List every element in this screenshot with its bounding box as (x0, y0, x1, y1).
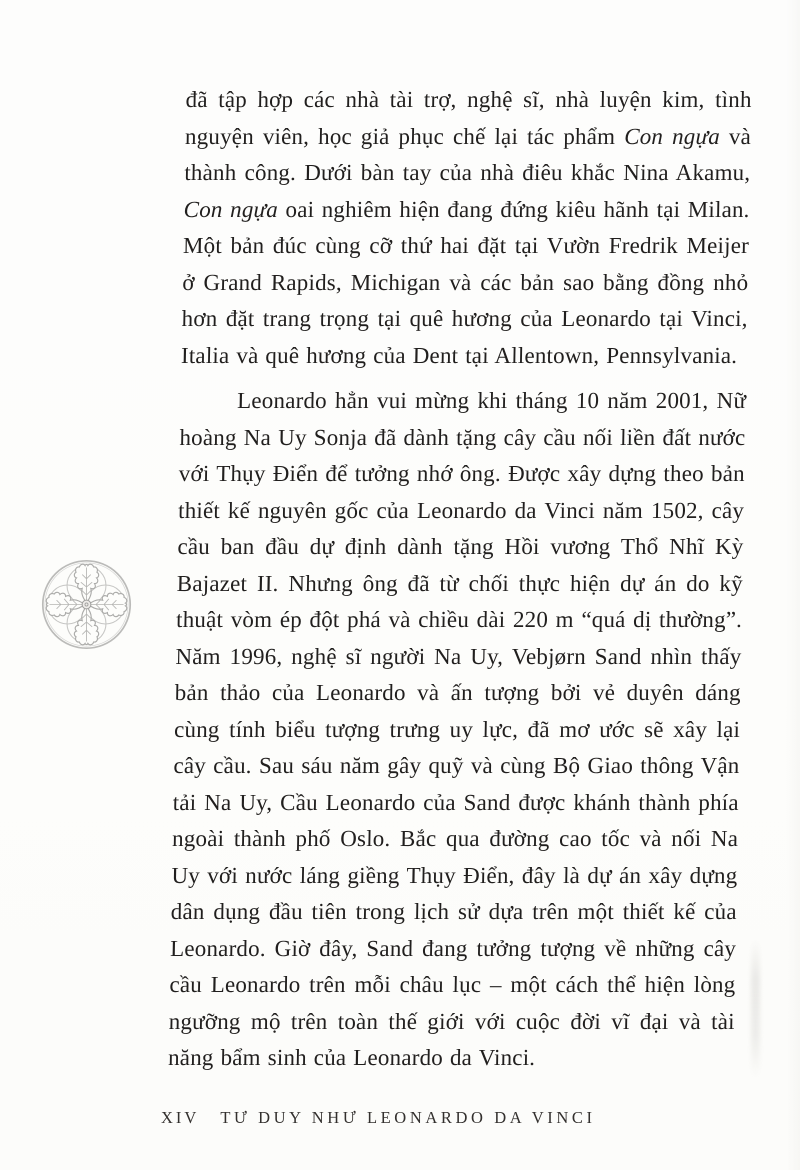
page-number: XIV (161, 1108, 200, 1127)
text-run: Leonardo hẳn vui mừng khi tháng 10 năm 2001, Nữ hoàng Na Uy Sonja đã dành tặng cây cầu nối liền đất nước với Thụy Điển để tưởng nhớ ông. Được xây dựng theo bản thiết kế nguyên gốc của Leonardo da Vinci năm 1502, cây cầu ban đầu dự định dành tặng Hồi vương Thổ Nhĩ Kỳ Bajazet II. Nhưng ông đã từ chối thực hiện dự án do kỹ thuật vòm ép đột phá và chiều dài 220 m “quá dị thường”. Năm 1996, nghệ sĩ người Na Uy, Vebjørn Sand nhìn thấy bản thảo của Leonardo và ấn tượng bởi vẻ duyên dáng cùng tính biểu tượng trưng uy lực, đã mơ ước sẽ xây lại cây cầu. Sau sáu năm gây quỹ và cùng Bộ Giao thông Vận tải Na Uy, Cầu Leonardo của Sand được khánh thành phía ngoài thành phố Oslo. Bắc qua đường cao tốc và nối Na Uy với nước láng giềng Thụy Điển, đây là dự án xây dựng dân dụng đầu tiên trong lịch sử dựa trên một thiết kế của Leonardo. Giờ đây, Sand đang tưởng tượng về những cây cầu Leonardo trên mỗi châu lục – một cách thể hiện lòng ngưỡng mộ trên toàn thế giới với cuộc đời vĩ đại và tài năng bẩm sinh của Leonardo da Vinci. (167, 388, 747, 1070)
text-run: oai nghiêm hiện đang đứng kiêu hãnh tại Milan. Một bản đúc cùng cỡ thứ hai đặt tại Vườn Fredrik Meijer ở Grand Rapids, Michigan và các bản sao bằng đồng nhỏ hơn đặt trang trọng tại quê hương của Leonardo tại Vinci, Italia và quê hương của Dent tại Allentown, Pennsylvania. (180, 196, 750, 368)
page-footer (161, 1108, 596, 1128)
body-text-block (168, 82, 752, 1077)
rosette-leaf-medallion-icon (39, 557, 134, 652)
text-run: đã tập hợp các nhà tài trợ, nghệ sĩ, nhà luyện kim, tình nguyện viên, học giả phục chế lại tác phẩm (184, 87, 752, 149)
paragraph-2 (168, 383, 747, 1077)
paragraph-1 (181, 82, 752, 374)
italic-work-title: Con ngựa (623, 123, 721, 149)
italic-work-title: Con ngựa (183, 196, 279, 222)
scan-smudge (751, 938, 760, 1078)
page-edge-shade (786, 0, 800, 1170)
text-run: và thành công. Dưới bàn tay của nhà điêu khắc Nina Akamu, (184, 123, 752, 185)
running-title: TƯ DUY NHƯ LEONARDO DA VINCI (220, 1108, 596, 1127)
